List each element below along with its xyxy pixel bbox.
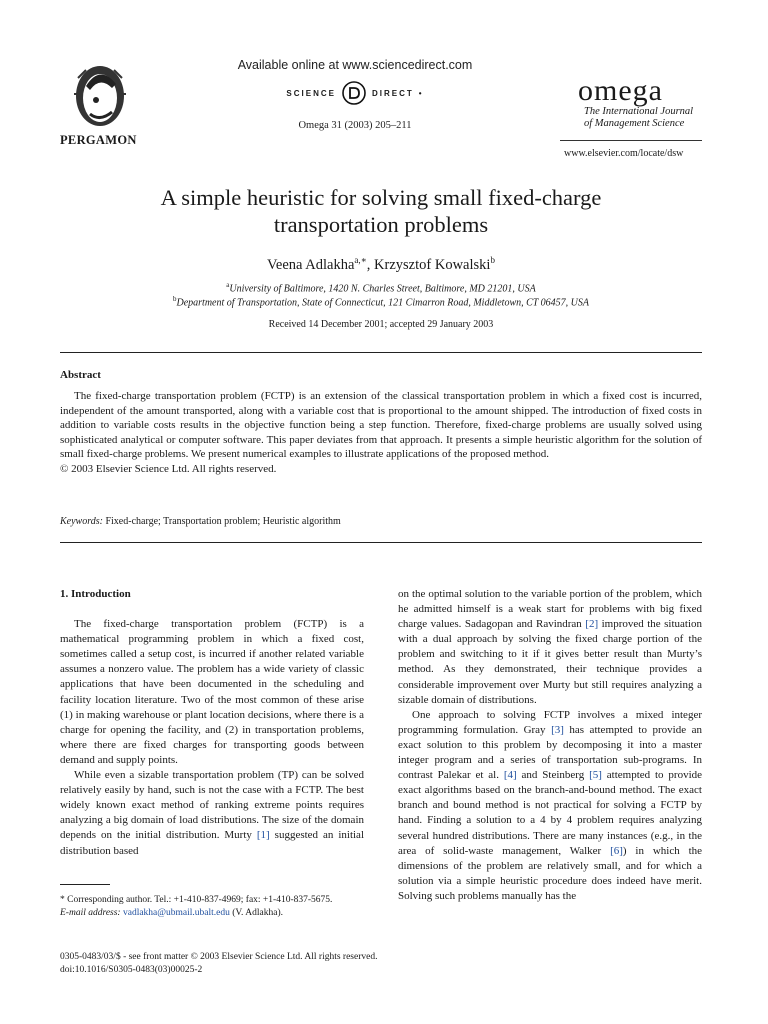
- journal-url-link[interactable]: www.elsevier.com/locate/dsw: [564, 148, 684, 159]
- affiliation-b-mark: b: [172, 295, 177, 303]
- title-line-2: transportation problems: [273, 212, 489, 237]
- right-paragraph-2: [398, 708, 702, 904]
- journal-subtitle: [584, 106, 714, 130]
- sciencedirect-logo: [200, 80, 510, 106]
- sd-left-word: SCIENCE: [286, 88, 336, 98]
- right-p2-text-d: attempted to provide exact algorithms based on the branch-and-bound method. The exact branch and bound method is not practical for solving a FCTP by hand. Finding a solution to a 4 by 4 problem requires analyzing several hundred distributions. There are many instances (e.g., in the area of solid-waste management, Walker: [398, 769, 703, 857]
- author-email-link[interactable]: vadlakha@ubmail.ubalt.edu: [122, 908, 230, 918]
- abstract-text: The fixed-charge transportation problem (FCTP) is an extension of the classical transportation problem in which a fixed cost is incurred, independent of the amount transported, along with a variable cost that is proportional to the amount shipped. The introduction of fixed costs in addition to variable costs results in the objective function being a step function. Therefore, fixed-charge problems are usually solved using sophisticated analytical or computer software. This paper deviates from that approach. It presents a simple heuristic algorithm for the solution of small fixed-charge problems. We present numerical examples to illustrate applications of the proposed method.: [60, 390, 702, 461]
- right-p2-text-e: ) in which the dimensions of the problem are relatively small, and for which a solution via a simple heuristic procedure does indeed have merit. Solving such problems manually has the: [398, 844, 703, 902]
- footnote-contact: * Corresponding author. Tel.: +1-410-837-4969; fax: +1-410-837-5675.: [60, 895, 333, 905]
- abstract-heading: Abstract: [60, 369, 101, 381]
- affiliation-a-mark: a: [226, 281, 230, 289]
- pergamon-logo-icon: [60, 58, 140, 130]
- left-paragraph-2: [60, 768, 364, 859]
- keywords: [60, 516, 341, 527]
- available-online-link[interactable]: Available online at www.sciencedirect.com: [237, 58, 473, 72]
- corresponding-author-footnote: [60, 894, 364, 920]
- doi-line[interactable]: doi:10.1016/S0305-0483(03)00025-2: [60, 965, 203, 975]
- right-p2-text-b: has attempted to provide an exact solution to this problem by decomposing it into a master integer program and a series of transportation sub-programs. In contrast Palekar et al.: [398, 723, 702, 782]
- title-line-1: A simple heuristic for solving small fixed-charge: [160, 185, 602, 210]
- sd-mark: •: [418, 88, 424, 98]
- front-matter-footer: [60, 951, 377, 977]
- email-label: E-mail address:: [60, 908, 121, 918]
- publisher-name: PERGAMON: [60, 133, 137, 147]
- left-p2-text-a: While even a sizable transportation problem (TP) can be solved relatively easily by hand, such is not the case with a FCTP. The best widely known exact method of ranking extreme points requires analyzing a big domain of load distributions. The size of the domain depends on the initial distribution. Murty: [60, 769, 364, 842]
- citation-link-4[interactable]: [4]: [503, 769, 517, 782]
- affiliation-b: [60, 295, 702, 308]
- citation-link-3[interactable]: [3]: [551, 723, 564, 736]
- body-right-column: [398, 587, 702, 904]
- received-dates: Received 14 December 2001; accepted 29 January 2003: [268, 319, 494, 330]
- right-p2-text-c: and Steinberg: [516, 769, 590, 782]
- email-suffix: (V. Adlakha).: [229, 908, 283, 918]
- affiliation-a: [60, 281, 702, 294]
- keywords-label: Keywords:: [60, 516, 103, 527]
- body-left-column: [60, 587, 364, 859]
- journal-subtitle-line-2: of Management Science: [584, 118, 685, 129]
- journal-reference: Omega 31 (2003) 205–211: [298, 120, 412, 131]
- author-1-affiliation: a,∗: [354, 255, 367, 265]
- citation-link-5[interactable]: [5]: [589, 769, 602, 782]
- journal-subtitle-line-1: The International Journal: [584, 106, 694, 117]
- omega-journal-logo: omega: [578, 74, 663, 107]
- abstract-copyright: © 2003 Elsevier Science Ltd. All rights reserved.: [60, 462, 277, 475]
- issn-line: 0305-0483/03/$ - see front matter © 2003 Elsevier Science Ltd. All rights reserved.: [60, 952, 378, 962]
- abstract-bottom-divider: [60, 542, 702, 543]
- sd-right-word: DIRECT: [371, 88, 414, 98]
- sciencedirect-d-icon: [341, 80, 367, 106]
- article-title: [60, 184, 702, 238]
- author-1: Veena Adlakha: [267, 256, 355, 273]
- citation-link-6[interactable]: [6]: [610, 844, 623, 857]
- right-p1-text-a: on the optimal solution to the variable portion of the problem, which he admitted himself is a weak start for problems with big fixed charge values. Sadagopan and Ravindran: [398, 588, 702, 631]
- left-paragraph-1: The fixed-charge transportation problem (FCTP) is a mathematical programming problem in which a fixed cost, sometimes called a setup cost, is incurred if another related variable assumes a nonzero value. The problem has a wide variety of classic applications that have been documented in the scheduling and facility location literature. Two of the most common of these arise (1) in making warehouse or plant location decisions, where there is a charge for opening the facility, and (2) in transportation problems, where there are fixed charges for transporting goods between demand and supply points.: [60, 618, 364, 766]
- author-2: Krzysztof Kowalski: [374, 256, 491, 273]
- citation-link-1[interactable]: [1]: [256, 829, 270, 842]
- keywords-text: Fixed-charge; Transportation problem; Heuristic algorithm: [105, 516, 341, 527]
- left-p2-text-b: suggested an initial distribution based: [60, 829, 365, 857]
- header-center: [200, 58, 510, 131]
- affiliation-b-text: Department of Transportation, State of Connecticut, 121 Cimarron Road, Middletown, CT 06457, USA: [176, 297, 589, 309]
- right-paragraph-1: [398, 587, 702, 708]
- header-short-divider: [560, 140, 702, 141]
- right-p1-text-b: improved the situation with a dual approach by solving the fixed charge portion of the problem and switching to it if it gives better result than Murty’s method. As they demonstrated, their technique provides a considerable improvement over Murty but still requires analyzing a sizable domain of distributions.: [398, 618, 702, 706]
- author-2-affiliation: b: [490, 255, 495, 265]
- section-heading-introduction: 1. Introduction: [60, 588, 131, 600]
- citation-link-2[interactable]: [2]: [585, 618, 599, 631]
- abstract-top-divider: [60, 352, 702, 353]
- author-separator: ,: [366, 256, 375, 273]
- footnote-divider: [60, 884, 110, 885]
- right-p2-text-a: One approach to solving FCTP involves a mixed integer programming formulation. Gray: [398, 708, 702, 736]
- footnote-email-line: [60, 907, 364, 920]
- affiliation-a-text: University of Baltimore, 1420 N. Charles Street, Baltimore, MD 21201, USA: [229, 283, 536, 295]
- abstract-body: [60, 389, 702, 477]
- author-list: [60, 255, 702, 274]
